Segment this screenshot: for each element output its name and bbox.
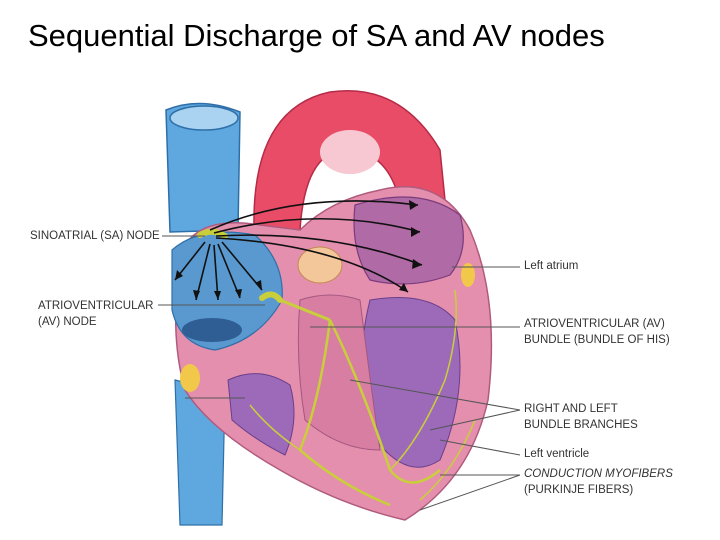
av-bundle-label-line2: BUNDLE (BUNDLE OF HIS) bbox=[524, 334, 670, 346]
fat-deposit bbox=[180, 364, 200, 392]
purkinje-label-line2: (PURKINJE FIBERS) bbox=[524, 484, 634, 496]
left-ventricle-label: Left ventricle bbox=[524, 448, 590, 460]
left-atrium-label: Left atrium bbox=[524, 260, 579, 272]
bundle-branches-label-line2: BUNDLE BRANCHES bbox=[524, 419, 638, 431]
aorta-inner bbox=[320, 130, 380, 174]
pulmonary-valve bbox=[298, 247, 342, 283]
page-title: Sequential Discharge of SA and AV nodes bbox=[28, 18, 605, 53]
bundle-branches-label-line1: RIGHT AND LEFT bbox=[524, 403, 618, 415]
purkinje-label-line1: CONDUCTION MYOFIBERS bbox=[524, 468, 673, 480]
tricuspid-opening bbox=[182, 318, 242, 342]
vena-cava-opening bbox=[170, 106, 238, 130]
av-node-label-line2: (AV) NODE bbox=[38, 316, 97, 328]
sa-node-label: SINOATRIAL (SA) NODE bbox=[30, 230, 160, 242]
av-node-label-line1: ATRIOVENTRICULAR bbox=[38, 300, 154, 312]
av-bundle-label-line1: ATRIOVENTRICULAR (AV) bbox=[524, 318, 665, 330]
